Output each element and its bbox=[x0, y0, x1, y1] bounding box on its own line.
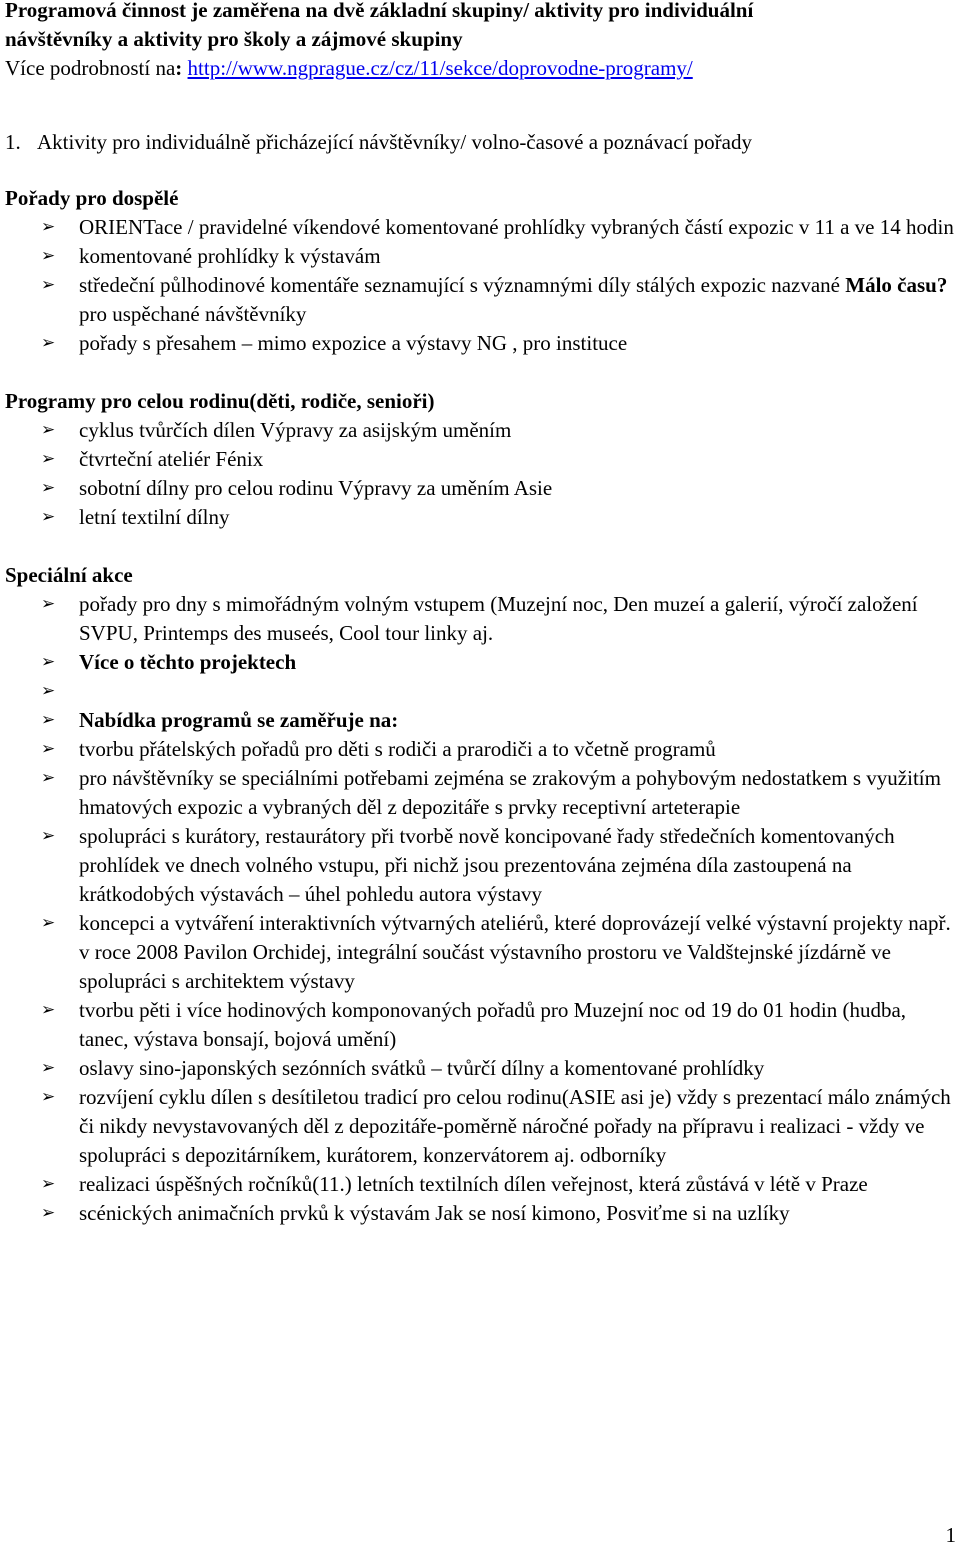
list-item bbox=[5, 329, 955, 358]
list-item-text: komentované prohlídky k výstavám bbox=[79, 244, 381, 268]
details-colon: : bbox=[175, 56, 183, 80]
projects-list bbox=[5, 648, 955, 1228]
list-item bbox=[5, 590, 955, 648]
intro-line-1: Programová činnost je zaměřena na dvě základní skupiny/ aktivity pro individuální bbox=[5, 0, 754, 22]
special-list bbox=[5, 590, 955, 648]
list-item-text: čtvrteční ateliér Fénix bbox=[79, 447, 264, 471]
list-item bbox=[5, 1199, 955, 1228]
list-item bbox=[5, 271, 955, 329]
special-heading: Speciální akce bbox=[5, 563, 133, 587]
list-item-text: realizaci úspěšných ročníků(11.) letních textilních dílen veřejnost, která zůstává v létě v Praze bbox=[79, 1172, 868, 1196]
list-item bbox=[5, 213, 955, 242]
list-item bbox=[5, 474, 955, 503]
list-item-text-suffix: pro uspěchané návštěvníky bbox=[79, 302, 307, 326]
malo-casu-title: Málo času? bbox=[845, 273, 948, 297]
list-item-text: scénických animačních prvků k výstavám Jak se nosí kimono, Posviťme si na uzlíky bbox=[79, 1201, 790, 1225]
list-item-text: koncepci a vytváření interaktivních výtvarných ateliérů, které doprovázejí velké výstavní projekty např. v roce 2008 Pavilon Orchidej, integrální součást výstavního prostoru ve Valdštejnské jízdárně ve spolupráci s architektem výstavy bbox=[79, 911, 951, 993]
details-label: Více podrobností na bbox=[5, 56, 176, 80]
arrow-bullet-icon: ➢ bbox=[41, 652, 56, 672]
list-item-text: rozvíjení cyklu dílen s desítiletou tradicí pro celou rodinu(ASIE asi je) vždy s prezentací málo známých či nikdy nevystavovaných děl z depozitáře-poměrně náročné pořady na přípravu i realizaci - vždy ve spolupráci s depozitárníkem, kurátorem, konzervátorem aj. odborníky bbox=[79, 1085, 951, 1167]
list-item bbox=[5, 909, 955, 996]
document-page bbox=[5, 0, 955, 1228]
list-item bbox=[5, 503, 955, 532]
list-item-text: letní textilní dílny bbox=[79, 505, 230, 529]
list-item-text: pořady pro dny s mimořádným volným vstupem (Muzejní noc, Den muzeí a galerií, výročí založení SVPU, Printemps des museés, Cool tour linky aj. bbox=[79, 592, 918, 645]
arrow-bullet-icon: ➢ bbox=[41, 478, 56, 498]
intro-line-3 bbox=[5, 54, 955, 83]
adults-heading: Pořady pro dospělé bbox=[5, 186, 179, 210]
list-item bbox=[5, 416, 955, 445]
adults-list bbox=[5, 213, 955, 358]
list-item bbox=[5, 242, 955, 271]
section-title-text: Aktivity pro individuálně přicházející návštěvníky/ volno-časové a poznávací pořady bbox=[37, 130, 752, 154]
arrow-bullet-icon: ➢ bbox=[41, 826, 56, 846]
list-item-text: oslavy sino-japonských sezónních svátků – tvůrčí dílny a komentované prohlídky bbox=[79, 1056, 765, 1080]
arrow-bullet-icon: ➢ bbox=[41, 246, 56, 266]
arrow-bullet-icon: ➢ bbox=[41, 217, 56, 237]
list-item-text: Nabídka programů se zaměřuje na: bbox=[79, 708, 399, 732]
list-item bbox=[5, 735, 955, 764]
arrow-bullet-icon: ➢ bbox=[41, 275, 56, 295]
more-projects-link bbox=[5, 648, 955, 677]
arrow-bullet-icon: ➢ bbox=[41, 1174, 56, 1194]
list-item bbox=[5, 1170, 955, 1199]
arrow-bullet-icon: ➢ bbox=[41, 594, 56, 614]
page-number: 1 bbox=[945, 1523, 956, 1547]
list-item-text: sobotní dílny pro celou rodinu Výpravy za uměním Asie bbox=[79, 476, 553, 500]
programs-link[interactable]: http://www.ngprague.cz/cz/11/sekce/doprovodne-programy/ bbox=[187, 56, 693, 80]
arrow-bullet-icon: ➢ bbox=[41, 1203, 56, 1223]
list-item-text: pro návštěvníky se speciálními potřebami zejména se zrakovým a pohybovým nedostatkem s využitím hmatových expozic a vybraných děl z depozitáře s prvky receptivní arteterapie bbox=[79, 766, 941, 819]
arrow-bullet-icon: ➢ bbox=[41, 507, 56, 527]
list-item-text: Více o těchto projektech bbox=[79, 650, 297, 674]
list-item-text: spolupráci s kurátory, restaurátory při tvorbě nově koncipované řady středečních komentovaných prohlídek ve dnech volného vstupu, při nichž jsou prezentována zejména díla zastoupená na krátkodobých výstavách – úhel pohledu autora výstavy bbox=[79, 824, 895, 906]
list-item-text: tvorbu pěti i více hodinových komponovaných pořadů pro Muzejní noc od 19 do 01 hodin (hudba, tanec, výstava bonsají, bojová umění) bbox=[79, 998, 907, 1051]
arrow-bullet-icon: ➢ bbox=[41, 739, 56, 759]
list-item bbox=[5, 1083, 955, 1170]
arrow-bullet-icon: ➢ bbox=[41, 681, 56, 701]
arrow-bullet-icon: ➢ bbox=[41, 768, 56, 788]
list-item bbox=[5, 822, 955, 909]
list-item-text: středeční půlhodinové komentáře seznamující s významnými díly stálých expozic nazvané bbox=[79, 273, 846, 297]
list-item-text: pořady s přesahem – mimo expozice a výstavy NG , pro instituce bbox=[79, 331, 628, 355]
section-1-title bbox=[5, 128, 955, 157]
intro-line-2: návštěvníky a aktivity pro školy a zájmové skupiny bbox=[5, 27, 463, 51]
section-number: 1. bbox=[5, 130, 21, 154]
list-item bbox=[5, 445, 955, 474]
list-item bbox=[5, 1054, 955, 1083]
arrow-bullet-icon: ➢ bbox=[41, 420, 56, 440]
offer-heading bbox=[5, 706, 955, 735]
list-item bbox=[5, 764, 955, 822]
list-item-text: tvorbu přátelských pořadů pro děti s rodiči a prarodiči a to včetně programů bbox=[79, 737, 716, 761]
arrow-bullet-icon: ➢ bbox=[41, 710, 56, 730]
intro-block bbox=[5, 0, 955, 83]
family-list bbox=[5, 416, 955, 532]
arrow-bullet-icon: ➢ bbox=[41, 913, 56, 933]
arrow-bullet-icon: ➢ bbox=[41, 1000, 56, 1020]
arrow-bullet-icon: ➢ bbox=[41, 333, 56, 353]
list-item bbox=[5, 996, 955, 1054]
list-item-text: cyklus tvůrčích dílen Výpravy za asijským uměním bbox=[79, 418, 512, 442]
list-item-text: ORIENTace / pravidelné víkendové komentované prohlídky vybraných částí expozic v 11 a ve 14 hodin bbox=[79, 215, 954, 239]
family-heading: Programy pro celou rodinu(děti, rodiče, senioři) bbox=[5, 389, 435, 413]
arrow-bullet-icon: ➢ bbox=[41, 449, 56, 469]
arrow-bullet-icon: ➢ bbox=[41, 1087, 56, 1107]
list-item-empty bbox=[5, 677, 955, 706]
arrow-bullet-icon: ➢ bbox=[41, 1058, 56, 1078]
